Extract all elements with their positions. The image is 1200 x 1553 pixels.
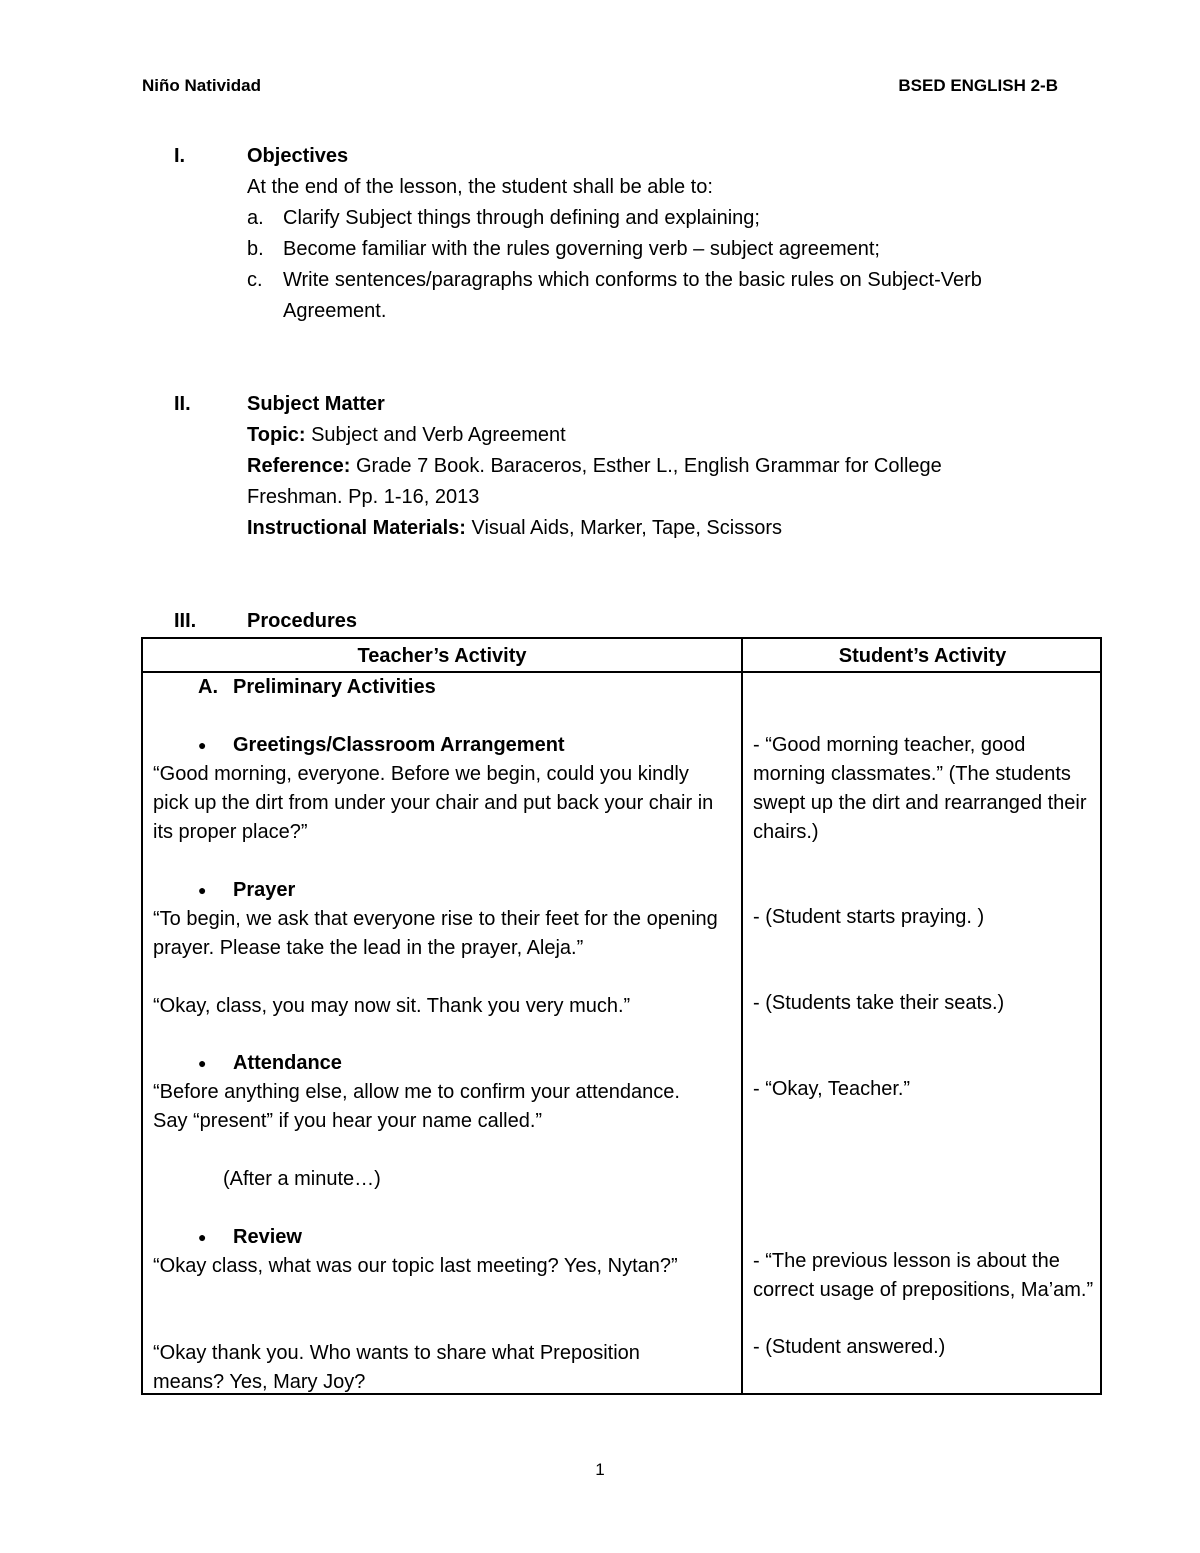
objective-text: Become familiar with the rules governing verb – subject agreement; [283,238,880,260]
table-divider-vertical [741,639,743,1393]
review-teacher-text: “Okay class, what was our topic last meeting? Yes, Nytan?” [153,1255,678,1277]
header-section: BSED ENGLISH 2-B [898,76,1058,95]
prayer-student-text-2: - (Students take their seats.) [753,992,1005,1014]
subject-matter-title: Subject Matter [247,393,385,415]
objectives-list [247,203,1067,327]
objectives-numeral: I. [174,145,186,167]
teacher-activity-header: Teacher’s Activity [357,645,527,667]
prayer-student-text: - (Student starts praying. ) [753,906,985,928]
topic-label: Topic: [247,424,306,446]
objective-item [247,265,1073,327]
objective-label: a. [247,207,264,229]
review-heading: ● Review [233,1223,302,1252]
objectives-intro: At the end of the lesson, the student shall be able to: [247,176,713,198]
section-a-label: A. [198,676,218,698]
greetings-student-text: - “Good morning teacher, good morning classmates.” (The students swept up the dirt and rearranged their chairs.) [753,734,1087,843]
reference-label: Reference: [247,455,351,477]
materials-value: Visual Aids, Marker, Tape, Scissors [465,517,783,539]
attendance-note: (After a minute…) [223,1168,381,1190]
procedures-title: Procedures [247,610,358,632]
page-number: 1 [595,1460,605,1479]
review-student-text: - “The previous lesson is about the correct usage of prepositions, Ma’am.” [753,1250,1094,1301]
reference-value: Grade 7 Book. Baraceros, Esther L., English Grammar for College Freshman. Pp. 1-16, 2013 [247,455,942,508]
prayer-heading: ● Prayer [233,876,295,905]
header-author: Niño Natividad [142,76,262,95]
attendance-heading: ● Attendance [233,1049,342,1078]
procedures-table [141,637,1102,1395]
objective-item [247,234,1067,265]
topic-value: Subject and Verb Agreement [305,424,566,446]
subject-matter-numeral: II. [174,393,191,415]
materials-label: Instructional Materials: [247,517,466,539]
objective-text: Clarify Subject things through defining and explaining; [283,207,760,229]
greetings-teacher-text: “Good morning, everyone. Before we begin, could you kindly pick up the dirt from under your chair and put back your chair in its proper place?” [153,763,714,843]
objective-label: c. [247,269,263,291]
reference-line [247,451,987,513]
attendance-teacher-text: “Before anything else, allow me to confirm your attendance. Say “present” if you hear your name called.” [153,1081,680,1132]
attendance-student-text: - “Okay, Teacher.” [753,1078,911,1100]
objective-item [247,203,1067,234]
objectives-title: Objectives [247,145,349,167]
objective-label: b. [247,238,264,260]
procedures-numeral: III. [174,610,197,632]
greetings-heading: ● Greetings/Classroom Arrangement [233,731,565,760]
student-activity-header: Student’s Activity [838,645,1007,667]
prayer-teacher-text: “To begin, we ask that everyone rise to their feet for the opening prayer. Please take the lead in the prayer, Aleja.” [153,908,718,959]
materials-line [247,513,987,544]
review-student-text-2: - (Student answered.) [753,1336,946,1358]
prayer-teacher-text-2: “Okay, class, you may now sit. Thank you very much.” [153,995,631,1017]
topic-line [247,420,987,451]
review-teacher-text-2: “Okay thank you. Who wants to share what Preposition means? Yes, Mary Joy? [153,1342,640,1393]
objective-text: Write sentences/paragraphs which conforms to the basic rules on Subject-Verb Agreement. [283,269,982,322]
section-a-title: Preliminary Activities [233,676,436,698]
